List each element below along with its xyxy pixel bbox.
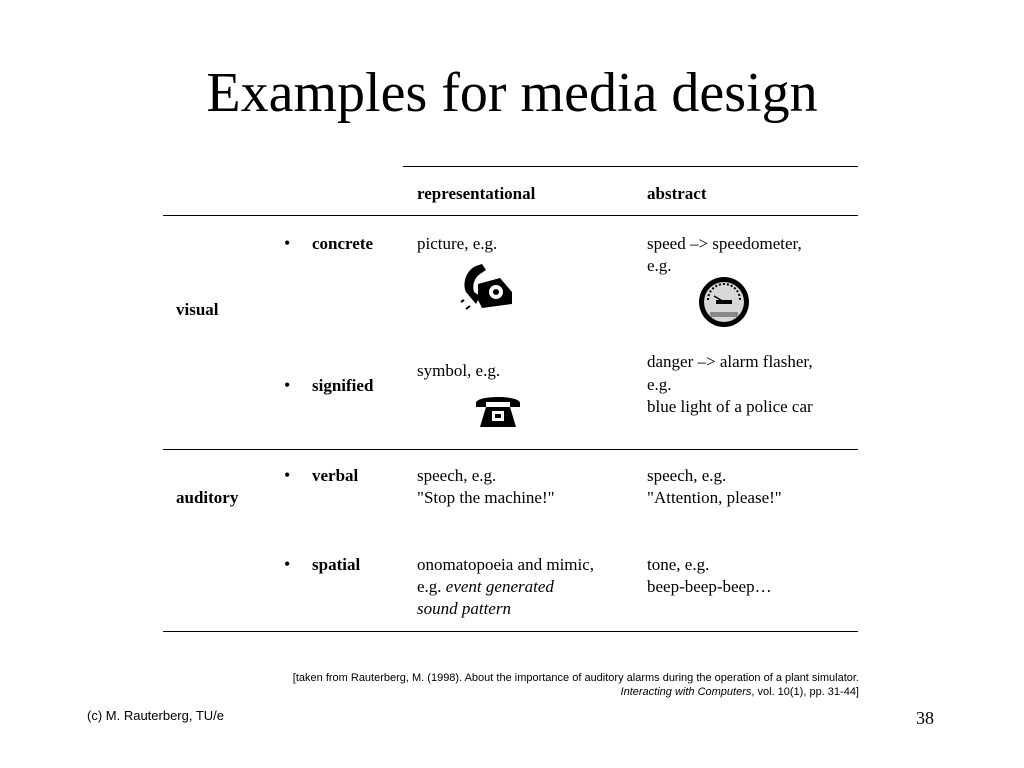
signified-abstract-line3: blue light of a police car bbox=[647, 397, 813, 416]
group-label-auditory: auditory bbox=[176, 488, 239, 507]
spatial-rep-line1: onomatopoeia and mimic, bbox=[417, 555, 595, 574]
header-abstract: abstract bbox=[647, 184, 707, 203]
telephone-symbol-icon bbox=[474, 391, 522, 429]
spatial-rep-line2-italic: event generated bbox=[445, 577, 554, 596]
header-top-rule bbox=[403, 166, 858, 167]
spatial-abs-line2: beep-beep-beep… bbox=[647, 577, 772, 596]
row-label-concrete: concrete bbox=[312, 234, 374, 253]
header-representational: representational bbox=[417, 184, 536, 203]
spatial-abs-line1: tone, e.g. bbox=[647, 555, 710, 574]
bullet-spatial: • bbox=[284, 554, 291, 574]
signified-representational: symbol, e.g. bbox=[417, 361, 501, 380]
verbal-rep-line2: "Stop the machine!" bbox=[417, 488, 555, 507]
concrete-abstract-line1: speed –> speedometer, bbox=[647, 234, 802, 253]
spatial-rep-line2-prefix: e.g. bbox=[417, 577, 446, 596]
citation-line2 bbox=[621, 685, 859, 699]
bullet-signified: • bbox=[284, 375, 291, 395]
concrete-representational: picture, e.g. bbox=[417, 234, 498, 253]
spatial-rep-line2 bbox=[417, 576, 554, 598]
row-label-signified: signified bbox=[312, 376, 374, 395]
row-label-spatial: spatial bbox=[312, 555, 361, 574]
verbal-abs-line2: "Attention, please!" bbox=[647, 488, 782, 507]
group-divider-rule bbox=[163, 449, 858, 450]
table-bottom-rule bbox=[163, 631, 858, 632]
slide-title: Examples for media design bbox=[206, 62, 818, 124]
footer-copyright: (c) M. Rauterberg, TU/e bbox=[87, 708, 225, 723]
concrete-abstract-line2: e.g. bbox=[647, 256, 672, 275]
page-number: 38 bbox=[916, 708, 934, 728]
row-label-verbal: verbal bbox=[312, 466, 359, 485]
citation-rest: , vol. 10(1), pp. 31-44] bbox=[751, 686, 859, 698]
verbal-rep-line1: speech, e.g. bbox=[417, 466, 497, 485]
citation-journal: Interacting with Computers bbox=[620, 686, 752, 698]
spatial-rep-line3: sound pattern bbox=[417, 599, 511, 618]
bullet-concrete: • bbox=[284, 233, 291, 253]
verbal-abs-line1: speech, e.g. bbox=[647, 466, 727, 485]
citation-line1: [taken from Rauterberg, M. (1998). About the importance of auditory alarms during the operation of a plant simulator. bbox=[292, 672, 859, 684]
signified-abstract-line2: e.g. bbox=[647, 375, 672, 394]
speedometer-icon bbox=[698, 276, 750, 328]
signified-abstract-line1: danger –> alarm flasher, bbox=[647, 352, 813, 371]
group-label-visual: visual bbox=[176, 300, 219, 319]
telephone-picture-icon bbox=[460, 262, 516, 310]
header-bottom-rule bbox=[163, 215, 858, 216]
bullet-verbal: • bbox=[284, 465, 291, 485]
